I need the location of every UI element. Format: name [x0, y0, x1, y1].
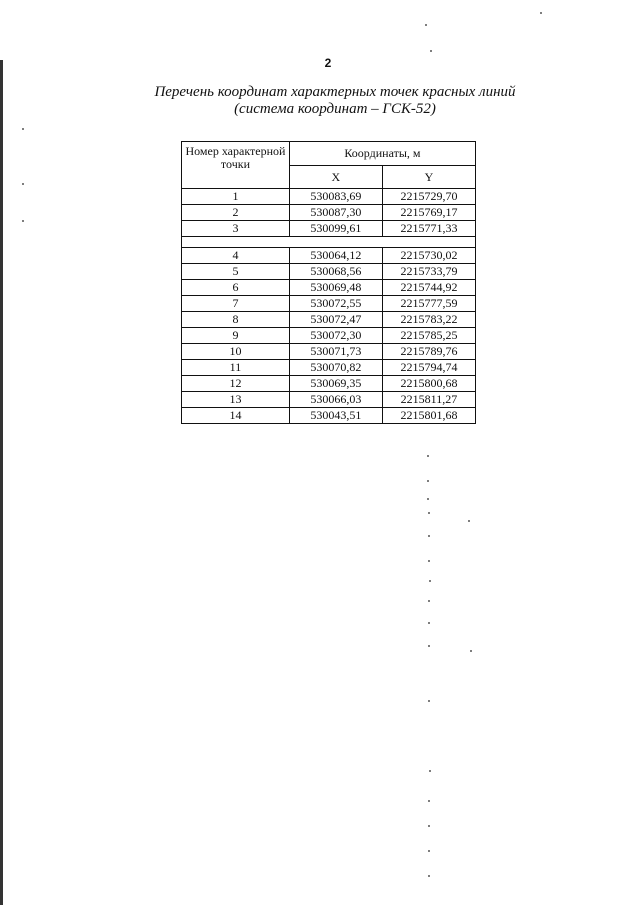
scan-speck: [429, 770, 431, 772]
header-point-number: Номер характерной точки: [182, 142, 290, 189]
scan-speck: [427, 498, 429, 500]
table-row: [182, 360, 476, 376]
scan-speck: [425, 24, 427, 26]
cell-point-number: 12: [182, 376, 290, 392]
header-coordinates: Координаты, м: [289, 142, 475, 166]
cell-y: 2215801,68: [382, 408, 475, 424]
document-title: [130, 84, 540, 118]
coordinates-table: [181, 141, 476, 424]
cell-x: 530087,30: [289, 205, 382, 221]
cell-y: 2215785,25: [382, 328, 475, 344]
cell-y: 2215771,33: [382, 221, 475, 237]
cell-point-number: 2: [182, 205, 290, 221]
table-body: [182, 189, 476, 424]
cell-point-number: 8: [182, 312, 290, 328]
scan-left-edge: [0, 60, 3, 905]
scan-speck: [428, 850, 430, 852]
cell-point-number: 1: [182, 189, 290, 205]
header-y: Y: [382, 166, 475, 189]
cell-point-number: 6: [182, 280, 290, 296]
scan-speck: [428, 535, 430, 537]
scan-speck: [430, 50, 432, 52]
separator-cell: [182, 237, 476, 248]
scan-speck: [428, 645, 430, 647]
scan-speck: [22, 220, 24, 222]
cell-x: 530069,35: [289, 376, 382, 392]
scan-speck: [428, 825, 430, 827]
table-header: [182, 142, 476, 189]
cell-point-number: 7: [182, 296, 290, 312]
scan-speck: [428, 700, 430, 702]
scan-speck: [22, 183, 24, 185]
cell-x: 530072,47: [289, 312, 382, 328]
cell-x: 530064,12: [289, 248, 382, 264]
page-number: 2: [324, 56, 332, 70]
table-row: [182, 280, 476, 296]
cell-x: 530083,69: [289, 189, 382, 205]
cell-point-number: 13: [182, 392, 290, 408]
cell-x: 530072,30: [289, 328, 382, 344]
scan-speck: [427, 455, 429, 457]
header-x: X: [289, 166, 382, 189]
title-line-1: Перечень координат характерных точек красных линий: [154, 84, 516, 100]
table-row: [182, 296, 476, 312]
cell-point-number: 5: [182, 264, 290, 280]
scan-speck: [428, 560, 430, 562]
scan-speck: [427, 480, 429, 482]
scan-speck: [428, 600, 430, 602]
table-row: [182, 408, 476, 424]
cell-point-number: 11: [182, 360, 290, 376]
cell-point-number: 14: [182, 408, 290, 424]
cell-x: 530070,82: [289, 360, 382, 376]
table-row: [182, 376, 476, 392]
cell-x: 530099,61: [289, 221, 382, 237]
cell-x: 530068,56: [289, 264, 382, 280]
table-row: [182, 221, 476, 237]
cell-y: 2215777,59: [382, 296, 475, 312]
scan-speck: [540, 12, 542, 14]
cell-point-number: 4: [182, 248, 290, 264]
scan-speck: [428, 875, 430, 877]
cell-y: 2215733,79: [382, 264, 475, 280]
scan-speck: [468, 520, 470, 522]
table-row: [182, 189, 476, 205]
cell-point-number: 3: [182, 221, 290, 237]
cell-point-number: 9: [182, 328, 290, 344]
cell-x: 530069,48: [289, 280, 382, 296]
scan-speck: [470, 650, 472, 652]
title-line-2: (система координат – ГСК-52): [234, 101, 436, 117]
table-row: [182, 392, 476, 408]
cell-y: 2215789,76: [382, 344, 475, 360]
scan-speck: [22, 128, 24, 130]
cell-point-number: 10: [182, 344, 290, 360]
cell-y: 2215769,17: [382, 205, 475, 221]
scan-speck: [428, 512, 430, 514]
table-row: [182, 312, 476, 328]
cell-y: 2215811,27: [382, 392, 475, 408]
table-row: [182, 264, 476, 280]
cell-y: 2215729,70: [382, 189, 475, 205]
table-row: [182, 328, 476, 344]
cell-y: 2215783,22: [382, 312, 475, 328]
cell-y: 2215800,68: [382, 376, 475, 392]
cell-x: 530066,03: [289, 392, 382, 408]
cell-x: 530072,55: [289, 296, 382, 312]
cell-x: 530071,73: [289, 344, 382, 360]
table-row: [182, 248, 476, 264]
table-row: [182, 205, 476, 221]
cell-x: 530043,51: [289, 408, 382, 424]
cell-y: 2215744,92: [382, 280, 475, 296]
cell-y: 2215730,02: [382, 248, 475, 264]
cell-y: 2215794,74: [382, 360, 475, 376]
scan-speck: [428, 800, 430, 802]
header-row-1: [182, 142, 476, 166]
scan-speck: [428, 622, 430, 624]
table-separator-row: [182, 237, 476, 248]
table-row: [182, 344, 476, 360]
scan-speck: [429, 580, 431, 582]
